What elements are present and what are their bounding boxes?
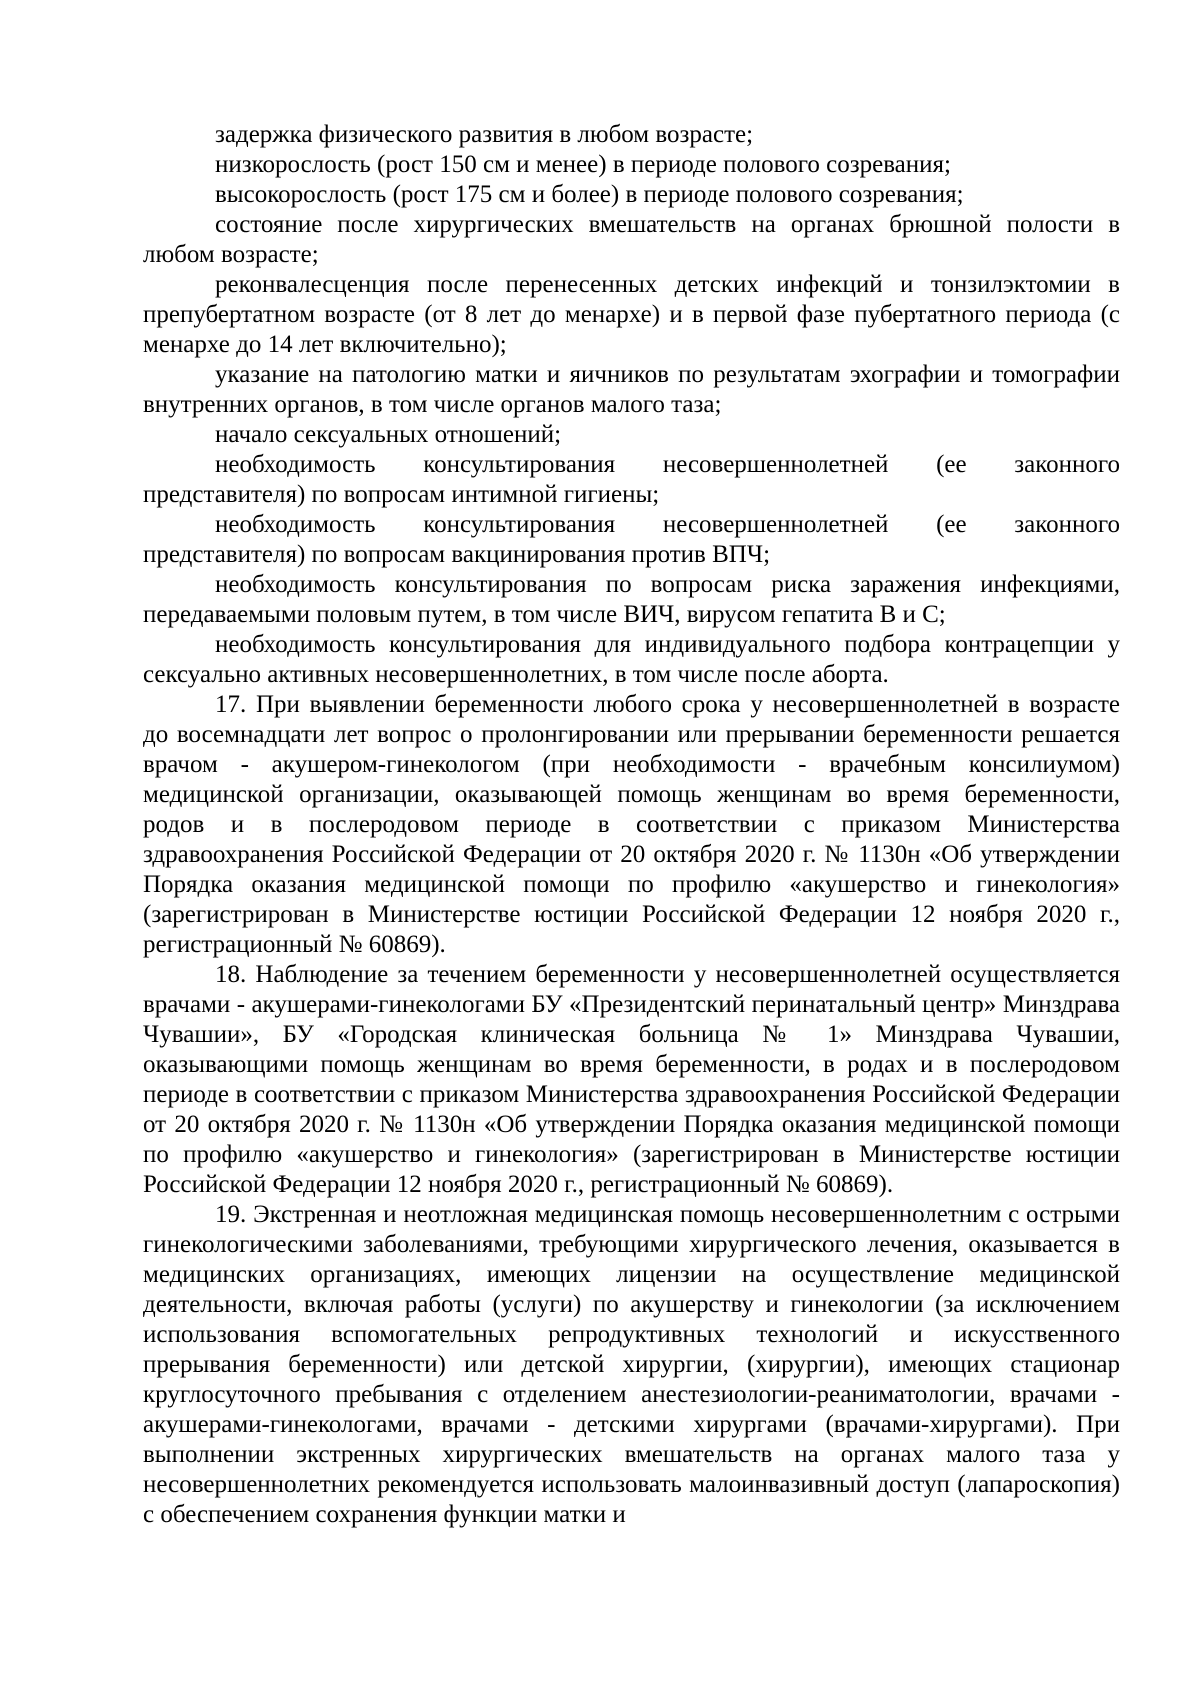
paragraph-sexual-relations-onset: начало сексуальных отношений; — [215, 421, 562, 448]
paragraph-contraception-consultation: необходимость консультирования для индивидуального подбора контрацепции у сексуально активных несовершеннолетних, в том числе после аборта. — [143, 631, 1120, 688]
paragraph-item-19: 19. Экстренная и неотложная медицинская помощь несовершеннолетним с острыми гинекологическими заболеваниями, требующими хирургического лечения, оказывается в медицинских организациях, имеющих лицензии на осуществление медицинской деятельности, включая работы (услуги) по акушерству и гинекологии (за исключением использования вспомогательных репродуктивных технологий и искусственного прерывания беременности) или детской хирургии, (хирургии), имеющих стационар круглосуточного пребывания с отделением анестезиологии-реаниматологии, врачами - акушерами-гинекологами, врачами - детскими хирургами (врачами-хирургами). При выполнении экстренных хирургических вмешательств на органах малого таза у несовершеннолетних рекомендуется использовать малоинвазивный доступ (лапароскопия) с обеспечением сохранения функции матки и — [143, 1201, 1120, 1528]
paragraph-tall-stature: высокорослость (рост 175 см и более) в периоде полового созревания; — [215, 181, 964, 208]
paragraph-item-18: 18. Наблюдение за течением беременности у несовершеннолетней осуществляется врачами - акушерами-гинекологами БУ «Президентский перинатальный центр» Минздрава Чувашии», БУ «Городская клиническая больница № 1» Минздрава Чувашии, оказывающими помощь женщинам во время беременности, в родах и в послеродовом периоде в соответствии с приказом Министерства здравоохранения Российской Федерации от 20 октября 2020 г. № 1130н «Об утверждении Порядка оказания медицинской помощи по профилю «акушерство и гинекология» (зарегистрирован в Министерстве юстиции Российской Федерации 12 ноября 2020 г., регистрационный № 60869). — [143, 961, 1120, 1198]
paragraph-infection-risk-consultation: необходимость консультирования по вопросам риска заражения инфекциями, передаваемыми половым путем, в том числе ВИЧ, вирусом гепатита В и С; — [143, 571, 1120, 628]
paragraph-short-stature: низкорослость (рост 150 см и менее) в периоде полового созревания; — [215, 151, 951, 178]
paragraph-hpv-vaccination-consultation: необходимость консультирования несовершеннолетней (ее законного представителя) по вопросам вакцинирования против ВПЧ; — [143, 511, 1120, 568]
paragraph-post-surgery-state: состояние после хирургических вмешательств на органах брюшной полости в любом возрасте; — [143, 211, 1120, 268]
paragraph-uterus-ovary-pathology: указание на патологию матки и яичников по результатам эхографии и томографии внутренних органов, в том числе органов малого таза; — [143, 361, 1120, 418]
paragraph-hygiene-consultation: необходимость консультирования несовершеннолетней (ее законного представителя) по вопросам интимной гигиены; — [143, 451, 1120, 508]
document-body — [143, 120, 1120, 1530]
paragraph-item-17: 17. При выявлении беременности любого срока у несовершеннолетней в возрасте до восемнадцати лет вопрос о пролонгировании или прерывании беременности решается врачом - акушером-гинекологом (при необходимости - врачебным консилиумом) медицинской организации, оказывающей помощь женщинам во время беременности, родов и в послеродовом периоде в соответствии с приказом Министерства здравоохранения Российской Федерации от 20 октября 2020 г. № 1130н «Об утверждении Порядка оказания медицинской помощи по профилю «акушерство и гинекология» (зарегистрирован в Министерстве юстиции Российской Федерации 12 ноября 2020 г., регистрационный № 60869). — [143, 691, 1120, 958]
paragraph-convalescence: реконвалесценция после перенесенных детских инфекций и тонзилэктомии в препубертатном возрасте (от 8 лет до менархе) и в первой фазе пубертатного периода (с менархе до 14 лет включительно); — [143, 271, 1120, 358]
paragraph-physical-development-delay: задержка физического развития в любом возрасте; — [215, 121, 754, 148]
